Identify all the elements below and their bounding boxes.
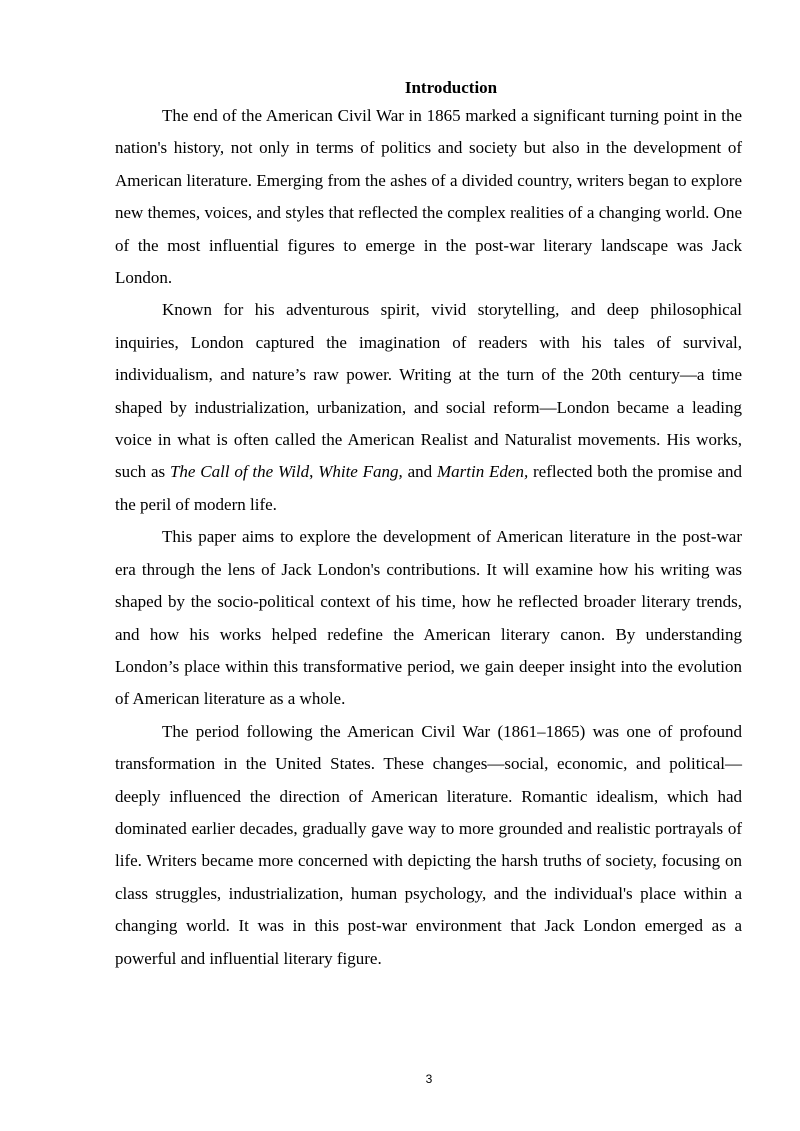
paragraph-text: This paper aims to explore the development of American literature in the post-war era through the lens of Jack London's contributions. It will examine how his writing was shaped by the socio-political context of his time, how he reflected broader literary trends, and how his works helped redefine the American literary canon. By understanding London’s place within this transformative period, we gain deeper insight into the evolution of American literature as a whole. <box>115 527 742 709</box>
page-body <box>115 76 742 975</box>
body-paragraph <box>115 521 742 715</box>
paragraph-text: , <box>309 462 319 482</box>
paragraph-text: and <box>402 462 437 482</box>
paragraph-list <box>115 100 742 975</box>
paragraph-text: The end of the American Civil War in 1865 marked a significant turning point in the nation's history, not only in terms of politics and society but also in the development of American literature. Emerging from the ashes of a divided country, writers began to explore new themes, voices, and styles that reflected the complex realities of a changing world. One of the most influential figures to emerge in the post-war literary landscape was Jack London. <box>115 106 742 288</box>
page-number: 3 <box>425 1072 433 1086</box>
section-title: Introduction <box>404 78 498 97</box>
body-paragraph <box>115 294 742 521</box>
italic-title-text: White Fang, <box>318 462 403 482</box>
body-paragraph <box>115 716 742 975</box>
paragraph-text: reflected both the promise and the peril of modern life. <box>115 462 743 514</box>
paragraph-text: The period following the American Civil War (1861–1865) was one of profound transformation in the United States. These changes—social, economic, and political—deeply influenced the direction of American literature. Romantic idealism, which had dominated earlier decades, gradually gave way to more grounded and realistic portrayals of life. Writers became more concerned with depicting the harsh truths of society, focusing on class struggles, industrialization, human psychology, and the individual's place within a changing world. It was in this post-war environment that Jack London emerged as a powerful and influential literary figure. <box>115 721 742 968</box>
body-paragraph <box>115 100 742 294</box>
italic-title-text: The Call of the Wild <box>169 462 310 482</box>
italic-title-text: Martin Eden, <box>436 462 529 482</box>
paragraph-text: Known for his adventurous spirit, vivid storytelling, and deep philosophical inquiries, London captured the imagination of readers with his tales of survival, individualism, and nature’s raw power. Writing at the turn of the 20th century—a time shaped by industrialization, urbanization, and social reform—London became a leading voice in what is often called the American Realist and Naturalist movements. His works, such as <box>115 300 742 482</box>
